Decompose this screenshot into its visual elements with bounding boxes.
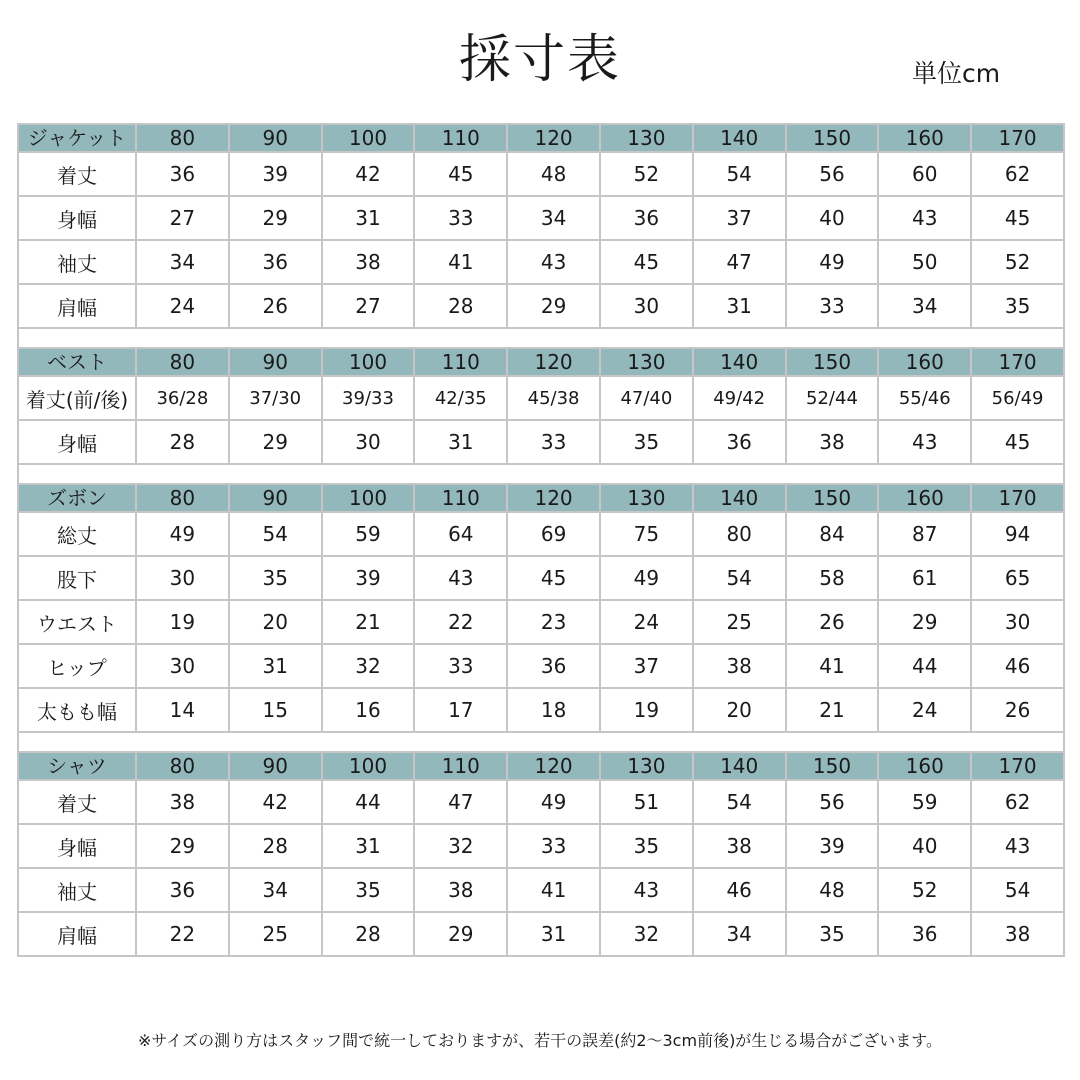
measurement-value: 59 <box>322 512 415 556</box>
measurement-value: 31 <box>322 824 415 868</box>
section-name: ジャケット <box>18 124 136 152</box>
measurement-value: 34 <box>136 240 229 284</box>
measurement-value: 49 <box>786 240 879 284</box>
measurement-value: 26 <box>786 600 879 644</box>
measurement-value: 31 <box>322 196 415 240</box>
measurement-value: 87 <box>878 512 971 556</box>
size-header-cell: 80 <box>136 752 229 780</box>
measurement-value: 49 <box>600 556 693 600</box>
size-header-cell: 160 <box>878 752 971 780</box>
measurement-value: 30 <box>136 644 229 688</box>
measurement-value: 52/44 <box>786 376 879 420</box>
measurement-value: 56/49 <box>971 376 1064 420</box>
table-row <box>18 284 1064 328</box>
measurement-value: 32 <box>600 912 693 956</box>
measurement-value: 30 <box>600 284 693 328</box>
measurement-value: 28 <box>414 284 507 328</box>
measurement-value: 47/40 <box>600 376 693 420</box>
measurement-value: 29 <box>414 912 507 956</box>
measurement-value: 54 <box>229 512 322 556</box>
measurement-label: 袖丈 <box>18 868 136 912</box>
measurement-value: 36 <box>878 912 971 956</box>
measurement-value: 37/30 <box>229 376 322 420</box>
spacer-cell <box>18 328 1064 348</box>
measurement-value: 48 <box>507 152 600 196</box>
size-header-cell: 160 <box>878 348 971 376</box>
size-header-cell: 130 <box>600 752 693 780</box>
measurement-value: 29 <box>229 196 322 240</box>
measurement-value: 84 <box>786 512 879 556</box>
measurement-value: 43 <box>878 196 971 240</box>
measurement-value: 38 <box>322 240 415 284</box>
measurement-value: 36 <box>600 196 693 240</box>
size-header-cell: 150 <box>786 752 879 780</box>
measurement-value: 56 <box>786 152 879 196</box>
size-header-cell: 100 <box>322 752 415 780</box>
section-spacer <box>18 732 1064 752</box>
measurement-label: 肩幅 <box>18 912 136 956</box>
measurement-value: 61 <box>878 556 971 600</box>
measurement-value: 43 <box>600 868 693 912</box>
measurement-value: 43 <box>878 420 971 464</box>
measurement-value: 40 <box>786 196 879 240</box>
measurement-value: 38 <box>693 824 786 868</box>
table-row <box>18 376 1064 420</box>
measurement-label: 着丈 <box>18 152 136 196</box>
measurement-value: 44 <box>322 780 415 824</box>
measurement-note: ※サイズの測り方はスタッフ間で統一しておりますが、若干の誤差(約2〜3cm前後)が生じる場合がございます。 <box>137 1031 943 1050</box>
measurement-value: 21 <box>322 600 415 644</box>
measurement-value: 69 <box>507 512 600 556</box>
section-header-row <box>18 752 1064 780</box>
measurement-value: 29 <box>507 284 600 328</box>
section-spacer <box>18 464 1064 484</box>
size-header-cell: 130 <box>600 484 693 512</box>
size-header-cell: 140 <box>693 752 786 780</box>
measurement-value: 35 <box>322 868 415 912</box>
size-header-cell: 150 <box>786 348 879 376</box>
measurement-value: 41 <box>786 644 879 688</box>
measurement-value: 34 <box>507 196 600 240</box>
measurement-value: 21 <box>786 688 879 732</box>
measurement-value: 17 <box>414 688 507 732</box>
measurement-value: 22 <box>136 912 229 956</box>
measurement-value: 60 <box>878 152 971 196</box>
size-header-cell: 100 <box>322 124 415 152</box>
spacer-cell <box>18 732 1064 752</box>
table-row <box>18 824 1064 868</box>
measurement-value: 36 <box>136 868 229 912</box>
measurement-value: 65 <box>971 556 1064 600</box>
measurement-value: 45 <box>414 152 507 196</box>
measurement-value: 36 <box>693 420 786 464</box>
measurement-value: 31 <box>693 284 786 328</box>
measurement-value: 35 <box>600 824 693 868</box>
section-name: ズボン <box>18 484 136 512</box>
measurement-value: 29 <box>229 420 322 464</box>
measurement-value: 34 <box>878 284 971 328</box>
measurement-value: 19 <box>600 688 693 732</box>
measurement-value: 47 <box>414 780 507 824</box>
size-header-cell: 170 <box>971 124 1064 152</box>
measurement-value: 45/38 <box>507 376 600 420</box>
measurement-value: 52 <box>600 152 693 196</box>
measurement-value: 54 <box>693 152 786 196</box>
table-row <box>18 868 1064 912</box>
measurement-value: 27 <box>322 284 415 328</box>
measurement-value: 47 <box>693 240 786 284</box>
section-header-row <box>18 348 1064 376</box>
table-row <box>18 152 1064 196</box>
measurement-value: 52 <box>878 868 971 912</box>
measurement-value: 25 <box>693 600 786 644</box>
size-header-cell: 130 <box>600 348 693 376</box>
measurement-value: 45 <box>971 420 1064 464</box>
section-name: ベスト <box>18 348 136 376</box>
measurement-value: 33 <box>507 824 600 868</box>
measurement-value: 44 <box>878 644 971 688</box>
size-header-cell: 160 <box>878 124 971 152</box>
measurement-value: 43 <box>414 556 507 600</box>
size-header-cell: 160 <box>878 484 971 512</box>
table-row <box>18 912 1064 956</box>
measurement-value: 49 <box>136 512 229 556</box>
measurement-value: 49/42 <box>693 376 786 420</box>
measurement-value: 54 <box>693 780 786 824</box>
measurement-value: 24 <box>136 284 229 328</box>
measurement-label: 着丈(前/後) <box>18 376 136 420</box>
measurement-label: 総丈 <box>18 512 136 556</box>
measurement-value: 43 <box>507 240 600 284</box>
measurement-value: 46 <box>971 644 1064 688</box>
size-header-cell: 110 <box>414 124 507 152</box>
measurement-label: 身幅 <box>18 196 136 240</box>
measurement-value: 39/33 <box>322 376 415 420</box>
measurement-label: ヒップ <box>18 644 136 688</box>
size-header-cell: 170 <box>971 752 1064 780</box>
measurement-value: 28 <box>229 824 322 868</box>
size-header-cell: 170 <box>971 484 1064 512</box>
size-header-cell: 150 <box>786 124 879 152</box>
measurement-value: 35 <box>786 912 879 956</box>
measurement-value: 56 <box>786 780 879 824</box>
measurement-value: 49 <box>507 780 600 824</box>
size-header-cell: 120 <box>507 752 600 780</box>
measurement-value: 20 <box>693 688 786 732</box>
section-name: シャツ <box>18 752 136 780</box>
measurement-value: 38 <box>971 912 1064 956</box>
table-row <box>18 512 1064 556</box>
measurement-label: 太もも幅 <box>18 688 136 732</box>
measurement-value: 48 <box>786 868 879 912</box>
measurement-value: 45 <box>971 196 1064 240</box>
measurement-value: 31 <box>414 420 507 464</box>
measurement-value: 51 <box>600 780 693 824</box>
size-header-cell: 120 <box>507 124 600 152</box>
measurement-value: 41 <box>507 868 600 912</box>
measurement-value: 39 <box>322 556 415 600</box>
page-title: 採寸表 <box>458 30 621 90</box>
table-row <box>18 688 1064 732</box>
measurement-value: 36/28 <box>136 376 229 420</box>
measurement-value: 24 <box>600 600 693 644</box>
measurement-value: 33 <box>507 420 600 464</box>
measurement-value: 43 <box>971 824 1064 868</box>
table-row <box>18 240 1064 284</box>
measurement-value: 29 <box>136 824 229 868</box>
table-row <box>18 420 1064 464</box>
measurement-value: 33 <box>414 196 507 240</box>
measurement-value: 28 <box>136 420 229 464</box>
size-header-cell: 80 <box>136 484 229 512</box>
measurement-value: 42/35 <box>414 376 507 420</box>
measurement-value: 26 <box>971 688 1064 732</box>
measurement-label: 肩幅 <box>18 284 136 328</box>
size-header-cell: 90 <box>229 484 322 512</box>
measurement-value: 19 <box>136 600 229 644</box>
measurement-value: 46 <box>693 868 786 912</box>
measurement-label: 袖丈 <box>18 240 136 284</box>
measurement-value: 31 <box>229 644 322 688</box>
table-row <box>18 780 1064 824</box>
table-row <box>18 196 1064 240</box>
measurement-value: 37 <box>693 196 786 240</box>
section-header-row <box>18 484 1064 512</box>
size-header-cell: 120 <box>507 484 600 512</box>
measurement-value: 27 <box>136 196 229 240</box>
measurement-value: 31 <box>507 912 600 956</box>
measurement-value: 32 <box>322 644 415 688</box>
measurement-value: 28 <box>322 912 415 956</box>
size-header-cell: 140 <box>693 484 786 512</box>
size-header-cell: 170 <box>971 348 1064 376</box>
measurement-value: 34 <box>693 912 786 956</box>
measurement-value: 40 <box>878 824 971 868</box>
measurement-value: 30 <box>322 420 415 464</box>
measurement-value: 39 <box>229 152 322 196</box>
measurement-value: 30 <box>136 556 229 600</box>
size-header-cell: 90 <box>229 124 322 152</box>
measurement-value: 36 <box>229 240 322 284</box>
measurement-value: 25 <box>229 912 322 956</box>
measurement-value: 36 <box>507 644 600 688</box>
section-header-row <box>18 124 1064 152</box>
measurement-label: 身幅 <box>18 420 136 464</box>
measurement-value: 18 <box>507 688 600 732</box>
measurement-value: 35 <box>600 420 693 464</box>
size-header-cell: 100 <box>322 484 415 512</box>
measurement-label: 身幅 <box>18 824 136 868</box>
size-header-cell: 150 <box>786 484 879 512</box>
size-header-cell: 80 <box>136 348 229 376</box>
measurement-value: 34 <box>229 868 322 912</box>
size-header-cell: 90 <box>229 348 322 376</box>
measurement-value: 54 <box>693 556 786 600</box>
measurement-value: 32 <box>414 824 507 868</box>
measurement-value: 14 <box>136 688 229 732</box>
measurement-label: ウエスト <box>18 600 136 644</box>
measurement-value: 58 <box>786 556 879 600</box>
measurement-value: 38 <box>693 644 786 688</box>
measurement-value: 35 <box>971 284 1064 328</box>
measurement-value: 59 <box>878 780 971 824</box>
size-chart-table <box>17 123 1065 957</box>
table-row <box>18 600 1064 644</box>
measurement-value: 30 <box>971 600 1064 644</box>
size-header-cell: 140 <box>693 348 786 376</box>
measurement-value: 35 <box>229 556 322 600</box>
measurement-value: 36 <box>136 152 229 196</box>
measurement-value: 45 <box>600 240 693 284</box>
measurement-value: 54 <box>971 868 1064 912</box>
size-header-cell: 140 <box>693 124 786 152</box>
spacer-cell <box>18 464 1064 484</box>
measurement-value: 29 <box>878 600 971 644</box>
measurement-label: 股下 <box>18 556 136 600</box>
table-row <box>18 644 1064 688</box>
size-header-cell: 120 <box>507 348 600 376</box>
measurement-value: 80 <box>693 512 786 556</box>
measurement-value: 39 <box>786 824 879 868</box>
size-header-cell: 110 <box>414 348 507 376</box>
measurement-value: 38 <box>414 868 507 912</box>
measurement-value: 38 <box>136 780 229 824</box>
size-header-cell: 100 <box>322 348 415 376</box>
measurement-value: 94 <box>971 512 1064 556</box>
measurement-value: 42 <box>229 780 322 824</box>
measurement-value: 41 <box>414 240 507 284</box>
measurement-value: 20 <box>229 600 322 644</box>
size-header-cell: 90 <box>229 752 322 780</box>
size-header-cell: 110 <box>414 484 507 512</box>
measurement-value: 22 <box>414 600 507 644</box>
size-header-cell: 110 <box>414 752 507 780</box>
size-header-cell: 80 <box>136 124 229 152</box>
size-header-cell: 130 <box>600 124 693 152</box>
measurement-value: 24 <box>878 688 971 732</box>
unit-label: 単位cm <box>912 59 1001 88</box>
measurement-value: 62 <box>971 152 1064 196</box>
measurement-value: 50 <box>878 240 971 284</box>
measurement-value: 62 <box>971 780 1064 824</box>
measurement-value: 33 <box>786 284 879 328</box>
measurement-value: 75 <box>600 512 693 556</box>
measurement-value: 52 <box>971 240 1064 284</box>
measurement-value: 42 <box>322 152 415 196</box>
table-row <box>18 556 1064 600</box>
measurement-value: 55/46 <box>878 376 971 420</box>
measurement-value: 45 <box>507 556 600 600</box>
measurement-value: 26 <box>229 284 322 328</box>
measurement-value: 23 <box>507 600 600 644</box>
measurement-value: 33 <box>414 644 507 688</box>
measurement-label: 着丈 <box>18 780 136 824</box>
measurement-value: 16 <box>322 688 415 732</box>
section-spacer <box>18 328 1064 348</box>
measurement-value: 37 <box>600 644 693 688</box>
measurement-value: 15 <box>229 688 322 732</box>
measurement-value: 38 <box>786 420 879 464</box>
measurement-value: 64 <box>414 512 507 556</box>
